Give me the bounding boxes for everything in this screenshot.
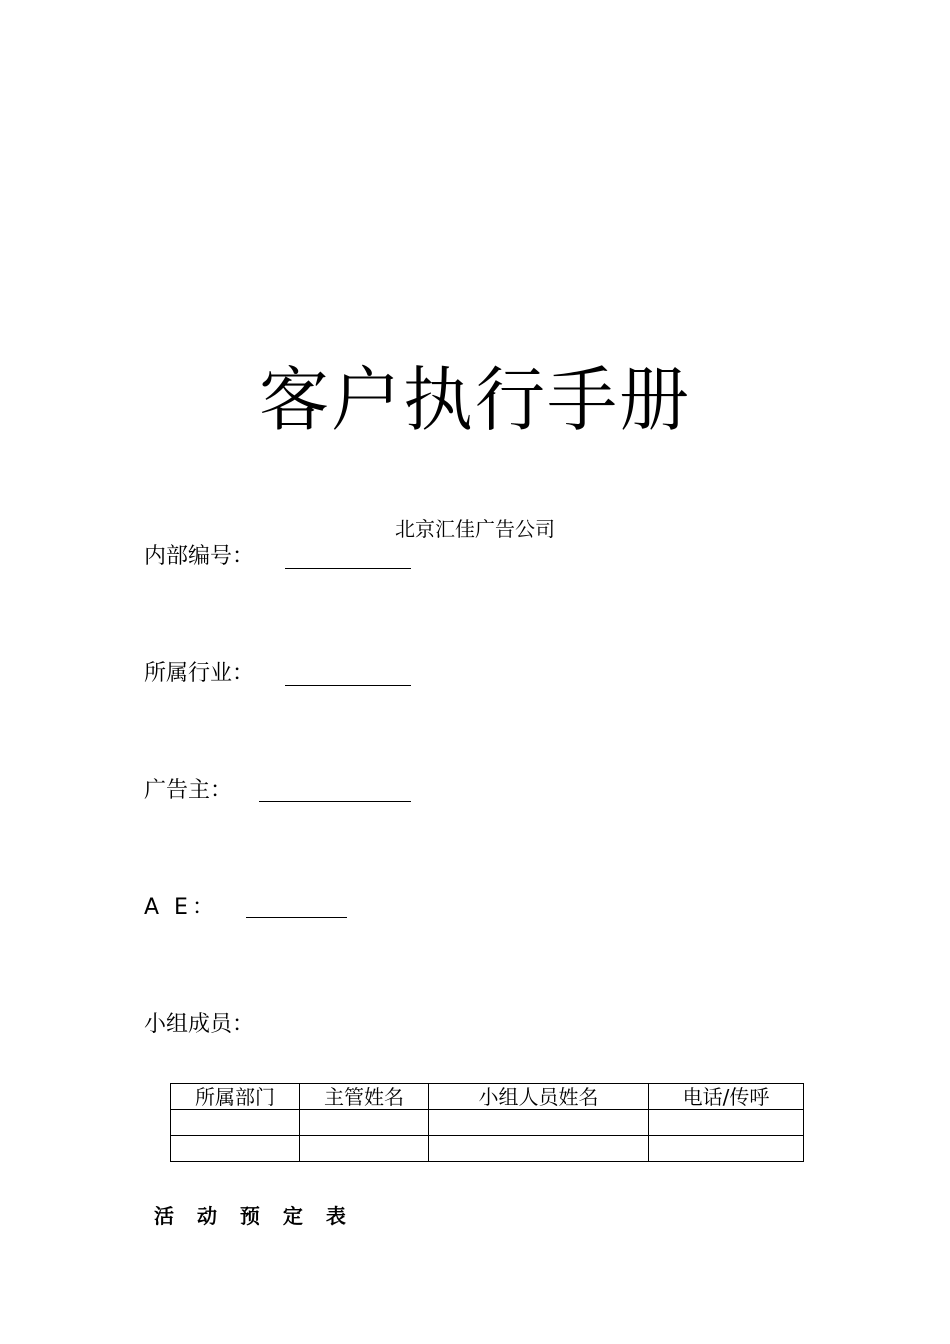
table-cell xyxy=(171,1136,300,1162)
industry-label: 所属行业： xyxy=(144,661,255,686)
internal-no-label: 内部编号： xyxy=(144,544,255,569)
header-department: 所属部门 xyxy=(171,1084,300,1110)
advertiser-blank xyxy=(259,801,411,802)
table-row xyxy=(171,1136,804,1162)
table-cell xyxy=(649,1136,804,1162)
header-phone-pager: 电话/传呼 xyxy=(649,1084,804,1110)
internal-no-blank xyxy=(285,568,411,569)
table-cell xyxy=(429,1110,649,1136)
table-cell xyxy=(171,1110,300,1136)
header-team-members: 小组人员姓名 xyxy=(429,1084,649,1110)
table-cell xyxy=(300,1110,429,1136)
table-cell xyxy=(649,1110,804,1136)
document-title: 客户执行手册 xyxy=(259,359,691,441)
ae-blank xyxy=(246,917,347,918)
table-cell xyxy=(429,1136,649,1162)
members-table xyxy=(170,1083,804,1162)
table-row xyxy=(171,1110,804,1136)
activity-schedule-heading: 活 动 预 定 表 xyxy=(154,1204,354,1228)
table-cell xyxy=(300,1136,429,1162)
header-supervisor: 主管姓名 xyxy=(300,1084,429,1110)
members-label: 小组成员： xyxy=(144,1012,255,1037)
ae-label: A E： xyxy=(144,895,218,920)
advertiser-label: 广告主： xyxy=(144,778,233,803)
table-header-row xyxy=(171,1084,804,1110)
company-name: 北京汇佳广告公司 xyxy=(395,517,555,541)
industry-blank xyxy=(285,685,411,686)
